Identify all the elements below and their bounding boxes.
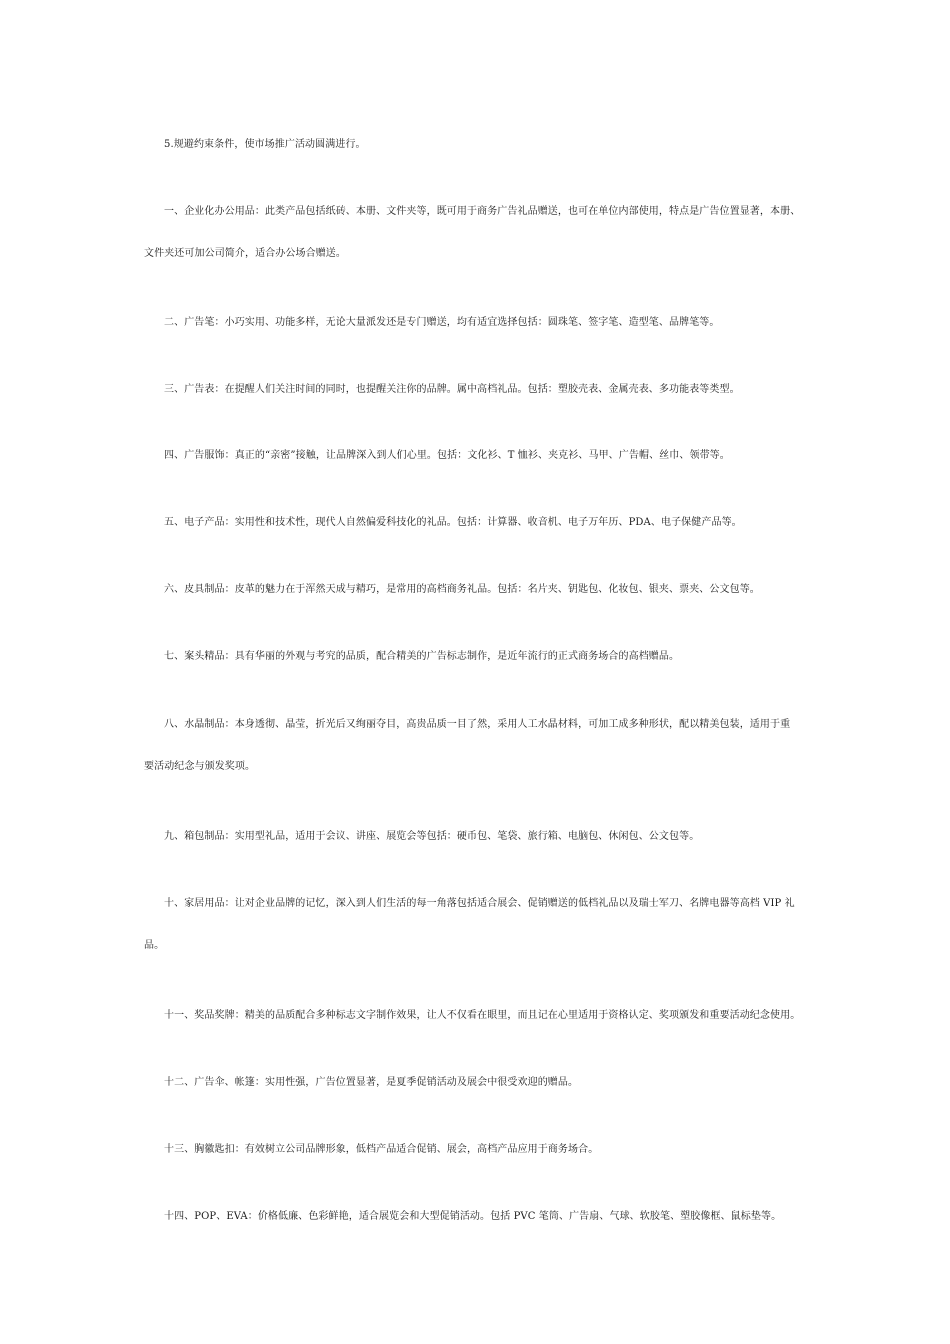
paragraph-text: 三、广告表：在提醒人们关注时间的同时，也提醒关注你的品牌。属中高档礼品。包括：塑胶壳表、金属壳表、多功能表等类型。 [164,384,740,395]
paragraph-constraint-note [144,140,812,150]
paragraph-bags [144,832,812,842]
paragraph-ad-apparel [144,451,812,461]
paragraph-office-supplies [144,207,812,291]
paragraph-awards [144,1011,812,1021]
paragraph-text: 九、箱包制品：实用型礼品，适用于会议、讲座、展览会等包括：硬币包、笔袋、旅行箱、电脑包、休闲包、公文包等。 [164,831,700,842]
paragraph-line: 文件夹还可加公司简介，适合办公场合赠送。 [144,248,346,259]
paragraph-text: 十二、广告伞、帐篷：实用性强，广告位置显著，是夏季促销活动及展会中很受欢迎的赠品。 [164,1077,579,1088]
paragraph-pop-eva [144,1212,812,1222]
paragraph-text: 四、广告服饰：真正的“亲密”接触，让品牌深入到人们心里。包括：文化衫、T 恤衫、夹克衫、马甲、广告帽、丝巾、领带等。 [164,450,730,461]
paragraph-text: 二、广告笔：小巧实用、功能多样，无论大量派发还是专门赠送，均有适宜选择包括：圆珠笔、签字笔、造型笔、品牌笔等。 [164,317,720,328]
paragraph-line [144,720,812,762]
paragraph-text: 七、案头精品：具有华丽的外观与考究的品质，配合精美的广告标志制作，是近年流行的正式商务场合的高档赠品。 [164,651,680,662]
paragraph-line: 要活动纪念与颁发奖项。 [144,761,256,772]
paragraph-crystal [144,720,812,804]
paragraph-text: 十三、胸徽匙扣：有效树立公司品牌形象，低档产品适合促销、展会，高档产品应用于商务场合。 [164,1144,599,1155]
paragraph-text: 5.规避约束条件，使市场推广活动圆满进行。 [164,139,366,150]
paragraph-line: 品。 [144,940,165,951]
paragraph-desk-items [144,652,812,662]
paragraph-electronics [144,518,812,528]
paragraph-household [144,899,812,983]
paragraph-text: 十、家居用品：让对企业品牌的记忆，深入到人们生活的每一角落包括适合展会、促销赠送的低档礼品以及瑞士军刀、名牌电器等高档 VIP 礼 [164,898,795,909]
paragraph-text: 五、电子产品：实用性和技术性，现代人自然偏爱科技化的礼品。包括：计算器、收音机、电子万年历、PDA、电子保健产品等。 [164,517,742,528]
paragraph-badges [144,1145,812,1155]
paragraph-leather-goods [144,585,812,595]
paragraph-line [144,899,812,941]
paragraph-ad-watches [144,385,812,395]
paragraph-text: 六、皮具制品：皮革的魅力在于浑然天成与精巧，是常用的高档商务礼品。包括：名片夹、钥匙包、化妆包、银夹、票夹、公文包等。 [164,584,760,595]
paragraph-text: 一、企业化办公用品：此类产品包括纸砖、本册、文件夹等，既可用于商务广告礼品赠送，也可在单位内部使用，特点是广告位置显著，本册、 [164,206,801,217]
paragraph-line [144,207,812,249]
paragraph-text: 八、水晶制品：本身透彻、晶莹，折光后又绚丽夺目，高贵品质一目了然，采用人工水晶材料，可加工成多种形状，配以精美包装，适用于重 [164,719,791,730]
paragraph-text: 十四、POP、EVA：价格低廉、色彩鲜艳，适合展览会和大型促销活动。包括 PVC 笔筒、广告扇、气球、软胶笔、塑胶像框、鼠标垫等。 [164,1211,782,1222]
paragraph-text: 十一、奖品奖牌：精美的品质配合多种标志文字制作效果，让人不仅看在眼里，而且记在心里适用于资格认定、奖项颁发和重要活动纪念使用。 [164,1010,801,1021]
paragraph-ad-pens [144,318,812,328]
paragraph-umbrellas [144,1078,812,1088]
